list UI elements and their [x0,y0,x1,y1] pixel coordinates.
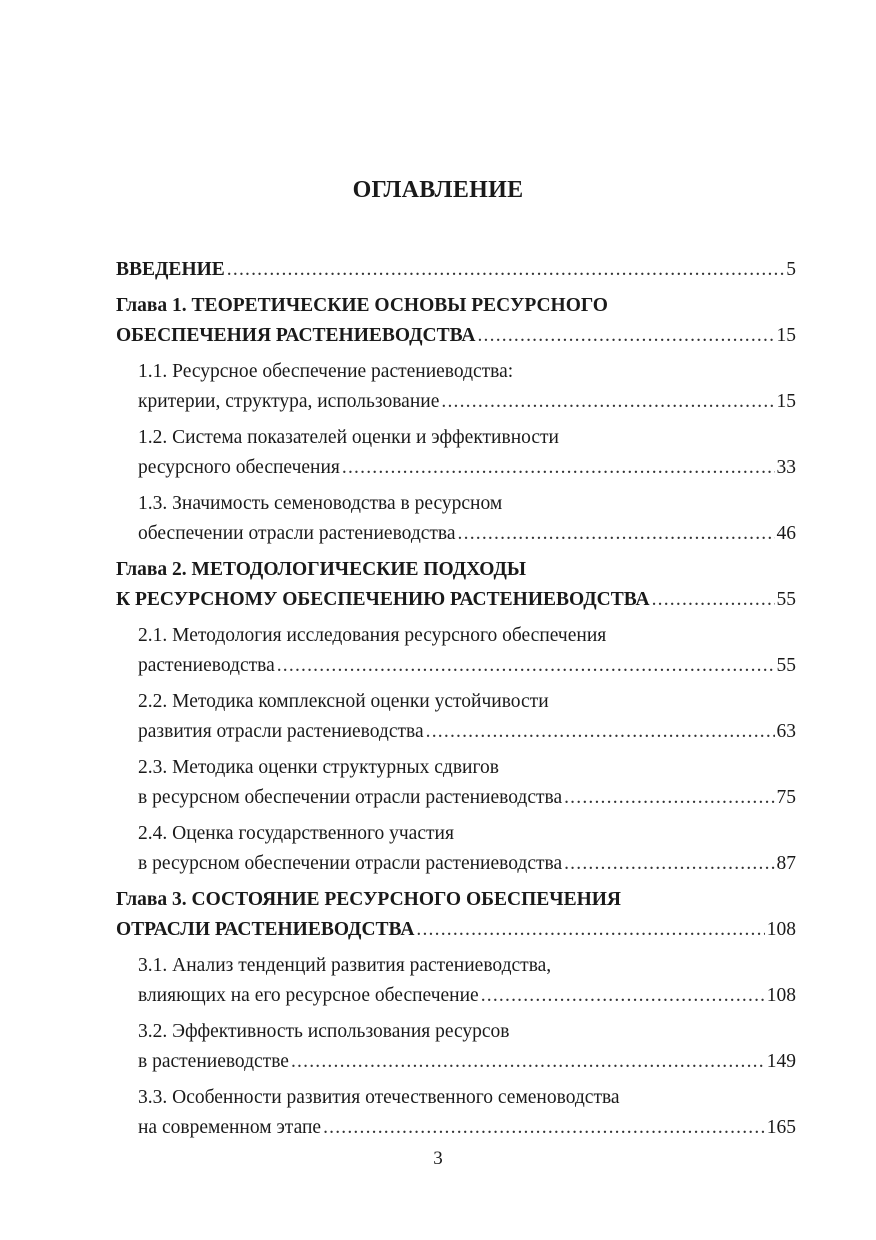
toc-page-number: 5 [786,259,796,280]
toc-page-number: 87 [776,853,796,874]
toc-entry-label: К РЕСУРСНОМУ ОБЕСПЕЧЕНИЮ РАСТЕНИЕВОДСТВА [116,589,650,610]
toc-entry-section-3-3 [116,1083,796,1143]
toc-entry-label: влияющих на его ресурсное обеспечение [138,985,479,1006]
toc-entry-section-3-1 [116,951,796,1011]
dot-leader [323,1113,765,1143]
toc-entry-chapter-3 [116,885,796,945]
page-title: ОГЛАВЛЕНИЕ [352,177,524,203]
dot-leader [227,255,784,285]
toc-entry-label: 2.3. Методика оценки структурных сдвигов [138,757,499,778]
toc-entry-section-2-1 [116,621,796,681]
dot-leader [564,849,774,879]
toc-entry-label: Глава 2. МЕТОДОЛОГИЧЕСКИЕ ПОДХОДЫ [116,559,527,580]
toc-entry-label: критерии, структура, использование [138,391,440,412]
toc-entry-label: в растениеводстве [138,1051,289,1072]
toc-entry-section-2-4 [116,819,796,879]
toc-entry-label: 1.1. Ресурсное обеспечение растениеводства: [138,361,514,382]
toc-entry-label: на современном этапе [138,1117,322,1138]
toc-page-number: 149 [766,1051,796,1072]
toc-page-number: 108 [766,985,796,1006]
toc-entry-label: 3.1. Анализ тенденций развития растениеводства, [138,955,552,976]
dot-leader [458,519,775,549]
toc-entry-label: 2.1. Методология исследования ресурсного обеспечения [138,625,607,646]
toc-entry-label: развития отрасли растениеводства [138,721,424,742]
toc-entry-section-2-2 [116,687,796,747]
dot-leader [481,981,765,1011]
dot-leader [652,585,775,615]
toc-entry-label: в ресурсном обеспечении отрасли растениеводства [138,853,563,874]
toc-entry-chapter-2 [116,555,796,615]
toc-entry-label: 1.3. Значимость семеноводства в ресурсном [138,493,503,514]
page-number: 3 [433,1148,443,1169]
dot-leader [277,651,775,681]
toc-entry-label: 1.2. Система показателей оценки и эффективности [138,427,559,448]
dot-leader [477,321,774,351]
toc-entry-label: 3.2. Эффективность использования ресурсов [138,1021,510,1042]
toc-page-number: 75 [776,787,796,808]
toc-page-number: 15 [776,391,796,412]
toc-page-number: 46 [776,523,796,544]
dot-leader [342,453,775,483]
toc-entry-section-1-3 [116,489,796,549]
dot-leader [564,783,774,813]
toc-page-number: 55 [776,589,796,610]
toc-entry-introduction [116,255,796,285]
toc-entry-section-3-2 [116,1017,796,1077]
toc-entry-chapter-1 [116,291,796,351]
toc-entry-section-1-2 [116,423,796,483]
toc-entry-label: 2.2. Методика комплексной оценки устойчивости [138,691,549,712]
toc-entry-label: в ресурсном обеспечении отрасли растениеводства [138,787,563,808]
toc-entry-label: растениеводства [138,655,275,676]
toc-entry-label: Глава 1. ТЕОРЕТИЧЕСКИЕ ОСНОВЫ РЕСУРСНОГО [116,295,608,316]
toc-entry-label: ВВЕДЕНИЕ [116,259,225,280]
dot-leader [416,915,764,945]
dot-leader [441,387,774,417]
dot-leader [426,717,775,747]
toc-page-number: 15 [776,325,796,346]
toc-entry-label: ресурсного обеспечения [138,457,340,478]
table-of-contents [116,255,796,1149]
toc-entry-label: 3.3. Особенности развития отечественного семеноводства [138,1087,620,1108]
toc-page-number: 33 [776,457,796,478]
toc-entry-label: ОБЕСПЕЧЕНИЯ РАСТЕНИЕВОДСТВА [116,325,476,346]
toc-entry-label: 2.4. Оценка государственного участия [138,823,454,844]
toc-entry-label: ОТРАСЛИ РАСТЕНИЕВОДСТВА [116,919,415,940]
toc-entry-section-1-1 [116,357,796,417]
toc-page-number: 63 [776,721,796,742]
toc-entry-section-2-3 [116,753,796,813]
toc-entry-label: Глава 3. СОСТОЯНИЕ РЕСУРСНОГО ОБЕСПЕЧЕНИЯ [116,889,622,910]
dot-leader [291,1047,765,1077]
toc-page-number: 108 [766,919,796,940]
toc-entry-label: обеспечении отрасли растениеводства [138,523,456,544]
toc-page-number: 55 [776,655,796,676]
toc-page-number: 165 [766,1117,796,1138]
